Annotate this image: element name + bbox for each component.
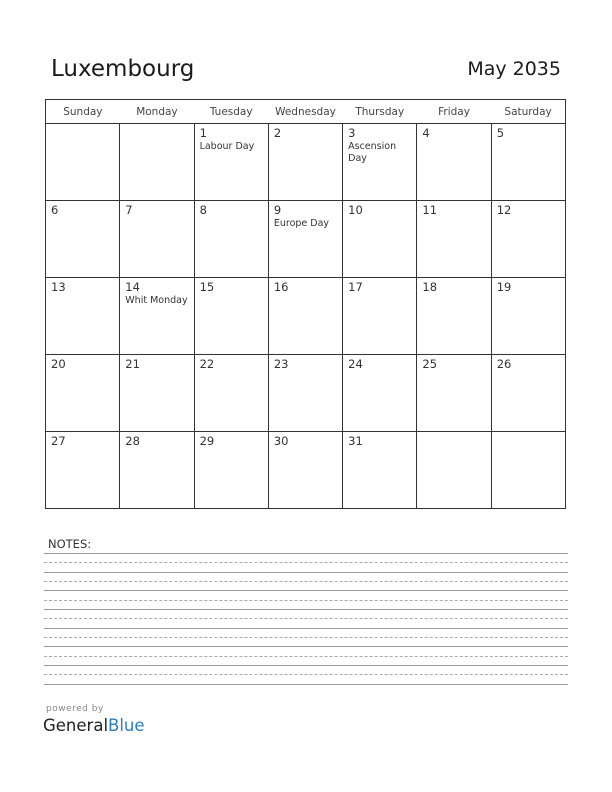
- day-cell: [120, 355, 194, 432]
- notes-line: [44, 628, 568, 629]
- day-number: 7: [125, 203, 133, 217]
- day-number: 10: [348, 203, 363, 217]
- day-number: 17: [348, 280, 363, 294]
- day-cell: [194, 124, 268, 201]
- day-cell: [120, 201, 194, 278]
- week-row: [46, 278, 566, 355]
- calendar-grid: [45, 99, 566, 509]
- day-cell: [417, 278, 491, 355]
- calendar-country-title: Luxembourg: [51, 56, 195, 82]
- day-number: 14: [125, 280, 140, 294]
- day-cell: [343, 432, 417, 509]
- day-number: 1: [199, 126, 207, 140]
- notes-line: [44, 646, 568, 647]
- week-row: [46, 355, 566, 432]
- day-number: 9: [273, 203, 282, 217]
- day-cell: [46, 124, 120, 201]
- day-number: 30: [273, 434, 289, 448]
- day-cell: [343, 355, 417, 432]
- day-cell: [491, 124, 565, 201]
- day-number: 18: [422, 280, 438, 294]
- notes-line: [44, 665, 568, 666]
- brand-blue-text: Blue: [108, 716, 145, 735]
- day-number: 16: [273, 280, 289, 294]
- day-cell: [417, 124, 491, 201]
- day-number: 15: [199, 280, 215, 294]
- day-number: 13: [51, 280, 66, 294]
- notes-line: [44, 562, 568, 563]
- day-cell: [120, 124, 194, 201]
- day-number: 6: [51, 203, 59, 217]
- notes-line: [44, 684, 568, 685]
- notes-line: [44, 553, 568, 554]
- weekday-header: Friday: [417, 100, 491, 124]
- day-number: 23: [273, 357, 289, 371]
- holiday-label: Whit Monday: [125, 295, 188, 306]
- day-number: 28: [125, 434, 140, 448]
- day-number: 4: [422, 126, 430, 140]
- day-number: 31: [348, 434, 363, 448]
- day-cell: [268, 124, 342, 201]
- day-cell: [194, 355, 268, 432]
- day-cell: [268, 355, 342, 432]
- day-cell: [46, 201, 120, 278]
- day-cell: [194, 432, 268, 509]
- notes-line: [44, 581, 568, 582]
- day-number: 25: [422, 357, 438, 371]
- day-cell: [343, 124, 417, 201]
- day-cell: [268, 432, 342, 509]
- day-cell: [491, 201, 565, 278]
- weekday-header: Monday: [120, 100, 194, 124]
- day-cell: [268, 201, 342, 278]
- day-number: 20: [51, 357, 66, 371]
- holiday-label: Ascension Day: [348, 141, 397, 164]
- calendar-month-title: May 2035: [467, 58, 561, 80]
- day-cell: [46, 278, 120, 355]
- notes-line: [44, 600, 568, 601]
- generalblue-logo: [43, 716, 145, 735]
- notes-line: [44, 590, 568, 591]
- brand-general-text: General: [43, 716, 109, 735]
- holiday-label: Labour Day: [199, 141, 255, 152]
- weekday-header: Saturday: [491, 100, 565, 124]
- powered-by-label: powered by: [46, 704, 104, 714]
- day-number: 5: [496, 126, 505, 140]
- week-row: [46, 124, 566, 201]
- notes-line: [44, 609, 568, 610]
- day-cell: [417, 355, 491, 432]
- day-cell: [491, 355, 565, 432]
- day-cell: [343, 278, 417, 355]
- day-cell: [417, 201, 491, 278]
- day-number: 24: [348, 357, 363, 371]
- day-cell: [417, 432, 491, 509]
- notes-line: [44, 572, 568, 573]
- day-number: 27: [51, 434, 66, 448]
- day-number: 26: [496, 357, 512, 371]
- notes-line: [44, 637, 568, 638]
- day-cell: [194, 278, 268, 355]
- notes-line: [44, 674, 568, 675]
- weekday-header-row: [46, 100, 566, 124]
- day-cell: [120, 278, 194, 355]
- day-number: 8: [199, 203, 207, 217]
- day-cell: [46, 432, 120, 509]
- week-row: [46, 201, 566, 278]
- day-number: 12: [496, 203, 512, 217]
- day-number: 2: [273, 126, 282, 140]
- day-number: 22: [199, 357, 215, 371]
- holiday-label: Europe Day: [273, 218, 330, 229]
- notes-label: NOTES:: [48, 537, 92, 551]
- day-cell: [194, 201, 268, 278]
- day-number: 21: [125, 357, 140, 371]
- day-number: 3: [348, 126, 356, 140]
- day-number: 11: [422, 203, 438, 217]
- day-cell: [120, 432, 194, 509]
- weekday-header: Sunday: [46, 100, 120, 124]
- weekday-header: Wednesday: [268, 100, 342, 124]
- day-number: 29: [199, 434, 215, 448]
- notes-line: [44, 656, 568, 657]
- weekday-header: Thursday: [343, 100, 417, 124]
- day-number: 19: [496, 280, 512, 294]
- day-cell: [491, 432, 565, 509]
- day-cell: [491, 278, 565, 355]
- day-cell: [343, 201, 417, 278]
- notes-line: [44, 618, 568, 619]
- day-cell: [268, 278, 342, 355]
- day-cell: [46, 355, 120, 432]
- week-row: [46, 432, 566, 509]
- weekday-header: Tuesday: [194, 100, 268, 124]
